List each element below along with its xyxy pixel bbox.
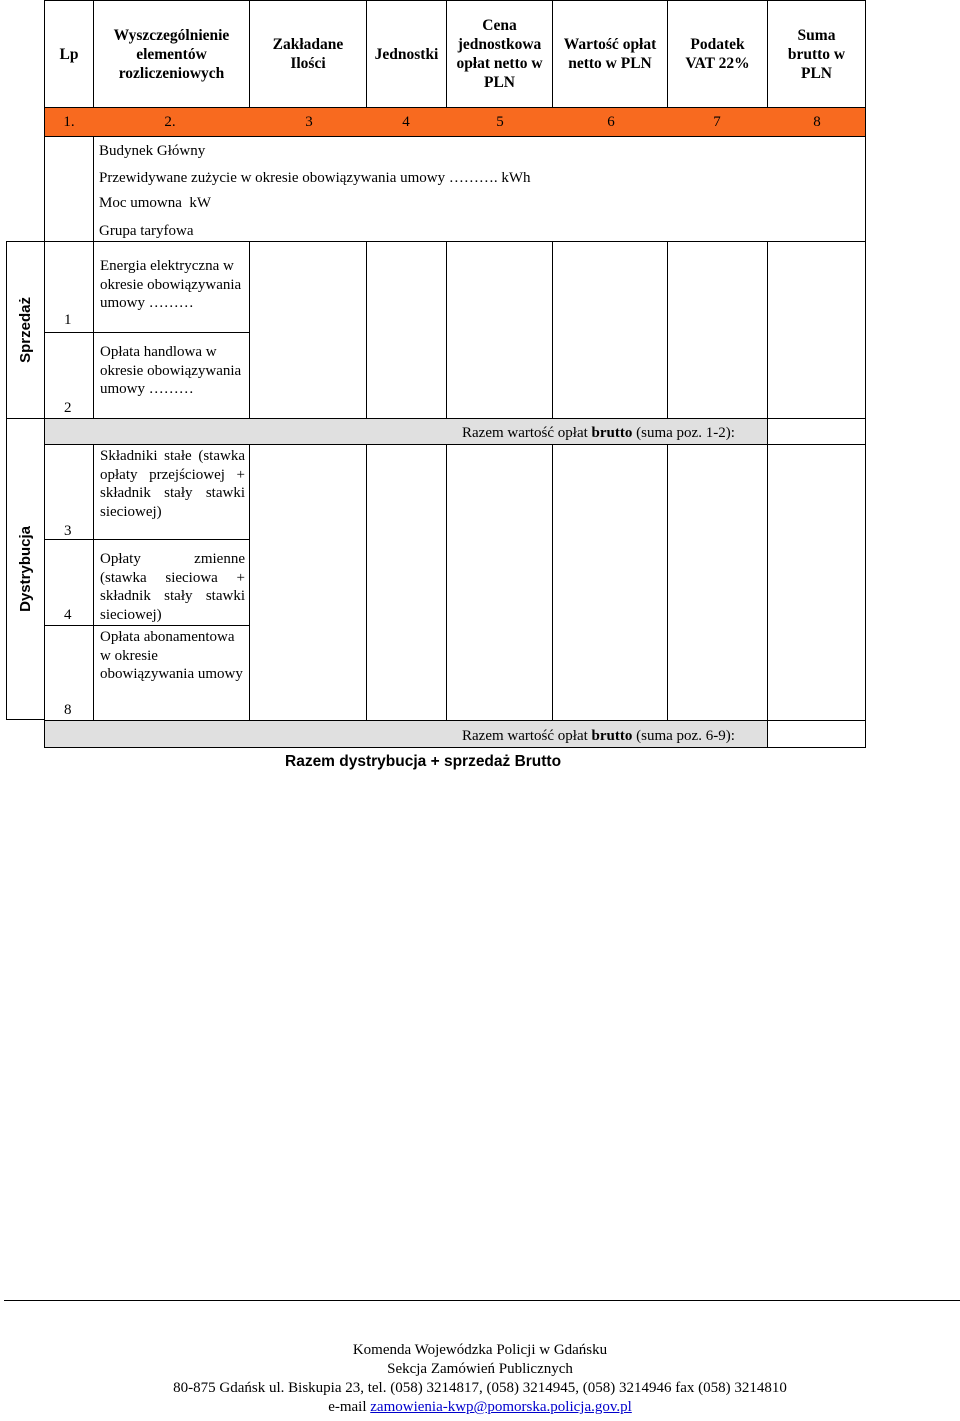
numbering-2: 2. bbox=[164, 113, 176, 130]
header-wyszczegolnienie bbox=[93, 0, 250, 108]
row-1-lp bbox=[44, 241, 94, 333]
row-3-8-suma[interactable] bbox=[767, 444, 866, 721]
row-1-cena[interactable] bbox=[446, 241, 553, 419]
building-usage: Przewidywane zużycie w okresie obowiązywania umowy ………. kWh bbox=[99, 170, 531, 186]
row-3-desc bbox=[93, 444, 250, 540]
footer-email-prefix: e-mail bbox=[328, 1399, 367, 1415]
row-1-desc bbox=[93, 241, 250, 333]
subtotal-6-9-value[interactable] bbox=[767, 720, 866, 748]
subtotal-6-9-suffix: (suma poz. 6-9): bbox=[636, 728, 735, 744]
subtotal-1-2-row bbox=[44, 418, 866, 445]
header-wartosc bbox=[552, 0, 668, 108]
row-4-desc-text: Opłaty zmienne (stawka sieciowa + składnik stały stawki sieciowej) bbox=[100, 551, 245, 623]
row-1-vat[interactable] bbox=[667, 241, 768, 419]
numbering-6: 6 bbox=[607, 113, 615, 130]
row-2-desc bbox=[93, 332, 250, 419]
row-3-8-jednostki[interactable] bbox=[366, 444, 447, 721]
header-cena bbox=[446, 0, 553, 108]
row-2-number: 2 bbox=[64, 400, 72, 416]
header-suma bbox=[767, 0, 866, 108]
numbering-8: 8 bbox=[813, 113, 821, 130]
subtotal-6-9-prefix: Razem wartość opłat bbox=[462, 728, 588, 744]
subtotal-1-2-bold: brutto bbox=[591, 425, 633, 441]
row-1-ilosci[interactable] bbox=[249, 241, 367, 419]
numbering-3: 3 bbox=[305, 113, 313, 130]
subtotal-6-9-label bbox=[462, 728, 735, 745]
row-1-suma[interactable] bbox=[767, 241, 866, 419]
section-sprzedaz-label: Sprzedaż bbox=[17, 297, 34, 363]
building-name: Budynek Główny bbox=[99, 143, 206, 159]
header-jednostki-label: Jednostki bbox=[374, 45, 439, 63]
row-8-number: 8 bbox=[64, 702, 72, 718]
header-lp bbox=[44, 0, 94, 108]
subtotal-1-2-suffix: (suma poz. 1-2): bbox=[636, 425, 735, 441]
row-4-lp bbox=[44, 539, 94, 626]
header-ilosci bbox=[249, 0, 367, 108]
numbering-7: 7 bbox=[713, 113, 721, 130]
header-wyszczegolnienie-label: Wyszczególnienie elementów rozliczeniowych bbox=[113, 26, 230, 82]
grand-total-label: Razem dystrybucja + sprzedaż Brutto bbox=[285, 753, 562, 770]
subtotal-6-9-row bbox=[44, 720, 866, 748]
numbering-1: 1. bbox=[63, 113, 75, 130]
header-jednostki bbox=[366, 0, 447, 108]
footer-line-4 bbox=[0, 1398, 960, 1417]
row-8-desc-text: Opłata abonamentowa w okresie obowiązywania umowy bbox=[100, 629, 243, 682]
subtotal-1-2-label bbox=[462, 425, 735, 442]
row-3-desc-text: Składniki stałe (stawka opłaty przejściowej + składnik stały stawki sieciowej) bbox=[100, 448, 245, 520]
header-ilosci-label: Zakładane Ilości bbox=[272, 36, 344, 72]
building-lp-cell bbox=[44, 136, 94, 242]
footer-line-2: Sekcja Zamówień Publicznych bbox=[387, 1361, 573, 1377]
numbering-5: 5 bbox=[496, 113, 504, 130]
building-tariff: Grupa taryfowa bbox=[99, 223, 198, 239]
row-3-lp bbox=[44, 444, 94, 540]
section-dystrybucja-label: Dystrybucja bbox=[17, 526, 34, 612]
footer-divider bbox=[4, 1300, 960, 1301]
footer-line-1: Komenda Wojewódzka Policji w Gdańsku bbox=[352, 1342, 608, 1358]
row-4-desc bbox=[93, 539, 250, 626]
numbering-4: 4 bbox=[402, 113, 410, 130]
section-dystrybucja bbox=[6, 418, 45, 720]
footer-email-link[interactable]: zamowienia-kwp@pomorska.policja.gov.pl bbox=[370, 1399, 632, 1415]
header-wartosc-label: Wartość opłat netto w PLN bbox=[563, 36, 657, 72]
row-4-number: 4 bbox=[64, 607, 72, 623]
header-suma-label: Suma brutto w PLN bbox=[787, 26, 846, 82]
row-1-number: 1 bbox=[64, 312, 72, 328]
header-cena-label: Cena jednostkowa opłat netto w PLN bbox=[456, 17, 543, 91]
subtotal-6-9-bold: brutto bbox=[591, 728, 633, 744]
footer-line-3: 80-875 Gdańsk ul. Biskupia 23, tel. (058) 3214817, (058) 3214945, (058) 3214946 fax (058) 3214810 bbox=[173, 1380, 787, 1396]
row-2-desc-text: Opłata handlowa w okresie obowiązywania umowy ……… bbox=[100, 344, 242, 397]
row-1-desc-text: Energia elektryczna w okresie obowiązywania umowy ……… bbox=[100, 258, 242, 311]
subtotal-1-2-value[interactable] bbox=[767, 418, 866, 445]
header-lp-label: Lp bbox=[59, 45, 79, 63]
row-8-desc bbox=[93, 625, 250, 721]
subtotal-1-2-prefix: Razem wartość opłat bbox=[462, 425, 588, 441]
row-3-number: 3 bbox=[64, 523, 72, 539]
row-3-8-cena[interactable] bbox=[446, 444, 553, 721]
header-vat-label: Podatek VAT 22% bbox=[685, 36, 750, 72]
building-power: Moc umowna kW bbox=[99, 195, 212, 211]
row-3-8-ilosci[interactable] bbox=[249, 444, 367, 721]
row-3-8-vat[interactable] bbox=[667, 444, 768, 721]
row-8-lp bbox=[44, 625, 94, 721]
row-1-jednostki[interactable] bbox=[366, 241, 447, 419]
section-sprzedaz bbox=[6, 241, 45, 419]
row-2-lp bbox=[44, 332, 94, 419]
row-3-8-wartosc[interactable] bbox=[552, 444, 668, 721]
row-1-wartosc[interactable] bbox=[552, 241, 668, 419]
header-vat bbox=[667, 0, 768, 108]
